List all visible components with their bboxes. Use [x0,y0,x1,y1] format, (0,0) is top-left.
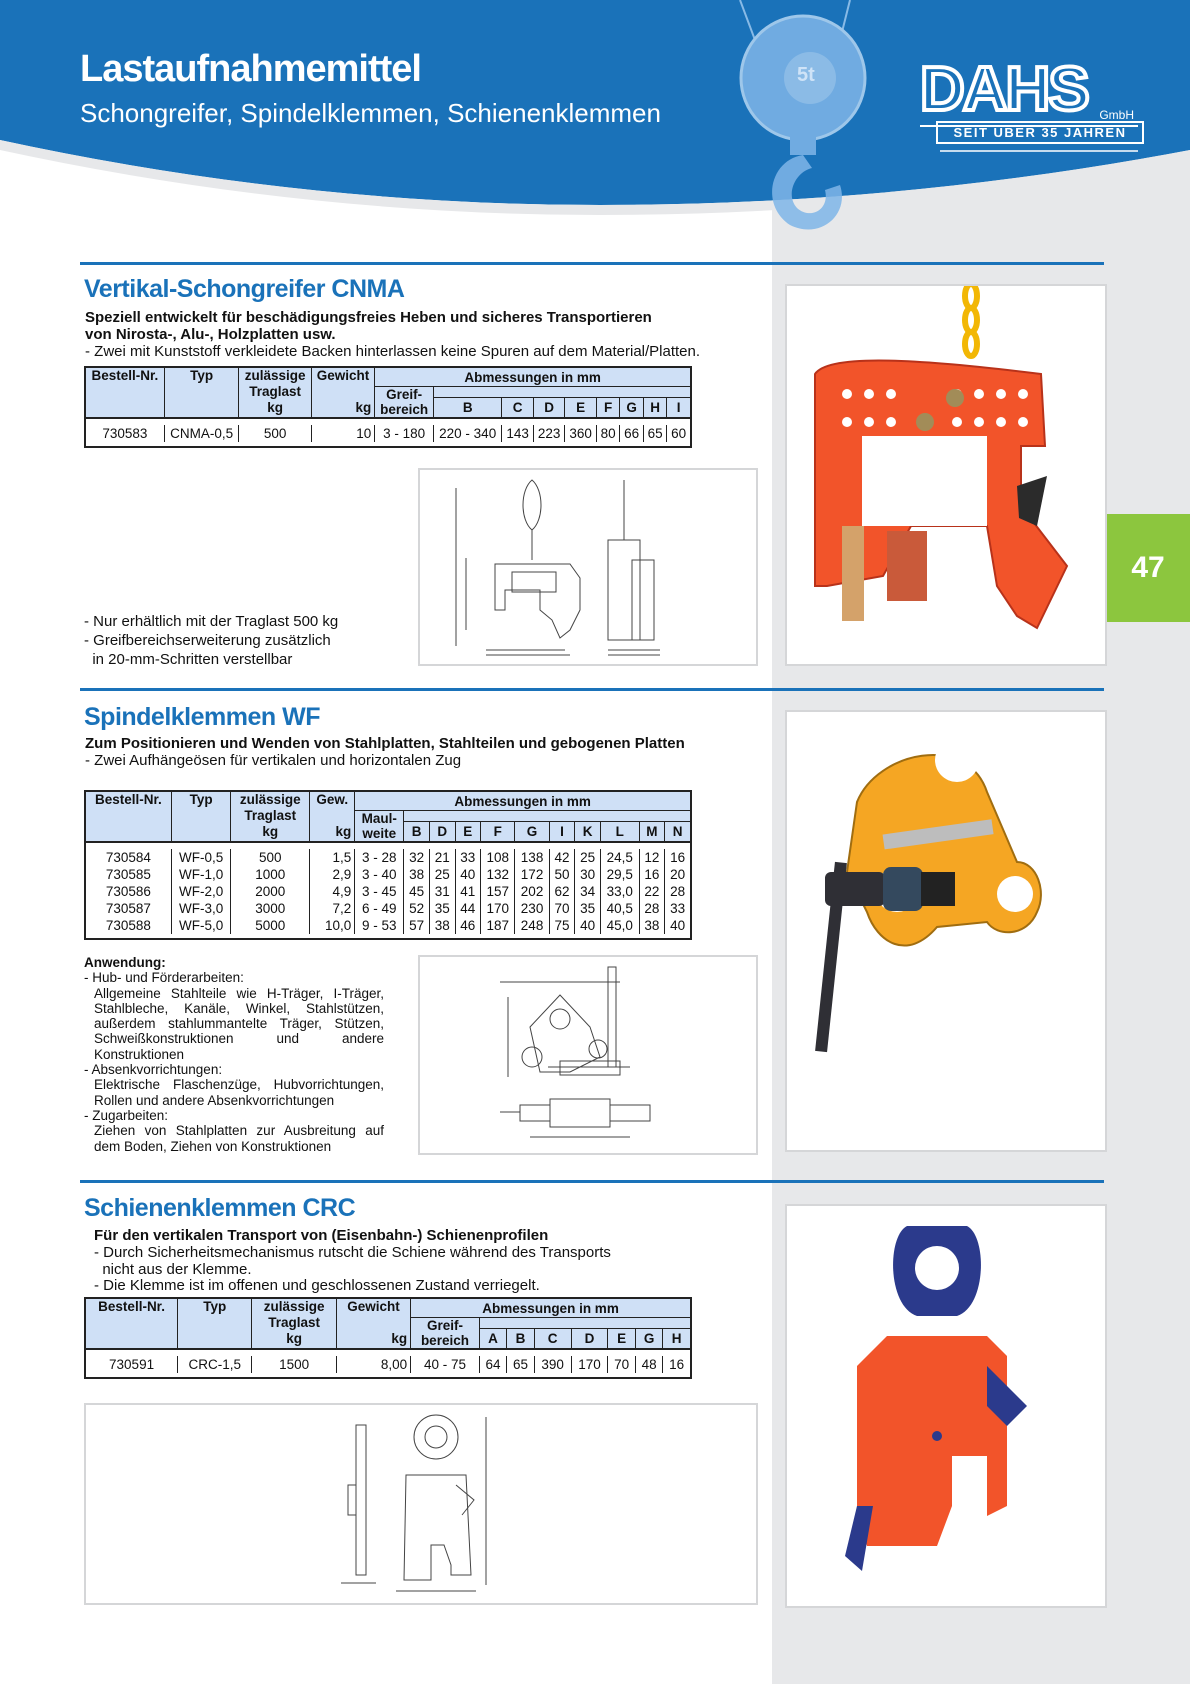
anwendung-text-3: Ziehen von Stahlplatten zur Ausbreitung auf dem Boden, Ziehen von Konstruktionen [94,1123,384,1154]
table-cell: 48 [635,1356,662,1373]
col-dim-a: A [479,1329,506,1350]
table-cell: 64 [479,1356,506,1373]
table-cell: 170 [571,1356,608,1373]
table-cell: 34 [575,883,601,900]
col-dim-g: G [515,822,549,843]
cnma-drawing-svg [420,470,756,664]
table-cell: 35 [575,900,601,917]
table-cell: 8,00 [336,1356,410,1373]
table-cell: 41 [455,883,481,900]
logo-tagline: SEIT ÜBER 35 JAHREN [936,121,1144,144]
table-cell: 7,2 [310,900,355,917]
table-row [85,425,691,442]
logo-company-form: GmbH [1099,108,1134,122]
table-cell: 1000 [231,866,310,883]
col-dim-b: B [507,1329,534,1350]
col-traglast: zulässige Traglast kg [231,791,310,842]
table-cell: 70 [608,1356,635,1373]
col-gewicht: Gew. kg [310,791,355,842]
col-typ: Typ [178,1298,252,1349]
table-cell: 1,5 [310,849,355,866]
col-dim-b: B [434,398,502,419]
table-cell: 12 [639,849,665,866]
table-cell: CRC-1,5 [178,1356,252,1373]
table-cell: 132 [481,866,515,883]
table-cell: 172 [515,866,549,883]
col-dim-e: E [565,398,597,419]
table-cell: 230 [515,900,549,917]
table-cell: 33 [455,849,481,866]
table-cell: 38 [429,917,455,934]
table-cell: 390 [534,1356,571,1373]
table-cell: 28 [639,900,665,917]
col-dim-h: H [643,398,667,419]
anwendung-text-1: Allgemeine Stahlteile wie H-Träger, I-Träger, Stahlbleche, Kanäle, Winkel, Stahlstützen, außerdem stahlummantelte Träger, Stützen, Schweißkonstruktionen und andere Konstruktionen [94,985,384,1062]
hook-capacity-label: 5t [797,64,815,86]
table-cell: 3 - 40 [355,866,404,883]
col-dim-k: K [575,822,601,843]
table-cell: 4,9 [310,883,355,900]
table-cell: 22 [639,883,665,900]
table-cell: 730591 [85,1356,178,1373]
wf-technical-drawing [418,955,758,1155]
table-cell: 28 [665,883,691,900]
table-cell: 35 [429,900,455,917]
table-row [85,866,691,883]
table-cell: 360 [565,425,597,442]
table-cell: 143 [502,425,534,442]
wf-drawing-svg [420,957,756,1153]
table-cell: 157 [481,883,515,900]
crc-product-photo [785,1204,1107,1608]
table-cell: 220 - 340 [434,425,502,442]
cnma-note: - Zwei mit Kunststoff verkleidete Backen hinterlassen keine Spuren auf dem Material/Platten. [85,343,701,360]
cnma-technical-drawing [418,468,758,666]
wf-lead: Zum Positionieren und Wenden von Stahlplatten, Stahlteilen und gebogenen Platten [85,735,685,752]
table-cell: 40 [455,866,481,883]
logo-wordmark: DAHS [920,55,1088,124]
table-cell: 66 [620,425,644,442]
table-cell: 730583 [85,425,164,442]
table-cell: 16 [663,1356,691,1373]
table-cell: 25 [575,849,601,866]
col-greifbereich: Greif- bereich [375,387,434,419]
table-cell: 60 [667,425,691,442]
page-number-tab: 47 [1106,514,1190,622]
table-cell: 38 [404,866,430,883]
col-gewicht: Gewicht kg [311,367,375,418]
table-cell: 1500 [252,1356,337,1373]
table-cell: 3 - 45 [355,883,404,900]
cnma-bullet-3: in 20-mm-Schritten verstellbar [84,651,293,668]
table-cell: 32 [404,849,430,866]
anwendung-heading-1: - Hub- und Förderarbeiten: [84,970,244,986]
table-cell: 80 [596,425,620,442]
page-title: Lastaufnahmemittel [80,48,421,90]
table-row [85,1356,691,1373]
col-greifbereich: Greif- bereich [411,1318,480,1350]
table-cell: 10 [311,425,375,442]
anwendung-heading-3: - Zugarbeiten: [84,1107,169,1123]
col-dim-f: F [481,822,515,843]
table-cell: 6 - 49 [355,900,404,917]
crc-note-2: - Die Klemme ist im offenen und geschlossenen Zustand verriegelt. [94,1277,540,1294]
table-cell: 223 [533,425,565,442]
col-dim-b: B [404,822,430,843]
table-cell: 730588 [85,917,171,934]
table-cell: 3 - 28 [355,849,404,866]
table-cell: 52 [404,900,430,917]
col-maulweite: Maul- weite [355,811,404,843]
table-cell: 2000 [231,883,310,900]
cnma-title: Vertikal-Schongreifer CNMA [84,275,405,303]
table-cell: 44 [455,900,481,917]
table-cell: 25 [429,866,455,883]
table-cell: CNMA-0,5 [164,425,239,442]
anwendung-heading-2: - Absenkvorrichtungen: [84,1062,223,1078]
cnma-spec-table [84,366,692,448]
table-row [85,849,691,866]
wf-spec-table [84,790,692,940]
table-cell: 50 [549,866,575,883]
table-cell: 248 [515,917,549,934]
col-dim-h: H [663,1329,691,1350]
wf-clamp-illustration [787,712,1105,1150]
table-cell: WF-0,5 [171,849,231,866]
table-cell: 70 [549,900,575,917]
crc-spec-table [84,1297,692,1379]
wf-title: Spindelklemmen WF [84,703,320,731]
table-row [85,900,691,917]
page-subtitle: Schongreifer, Spindelklemmen, Schienenklemmen [80,98,661,128]
crc-clamp-illustration [787,1206,1105,1606]
table-cell: 16 [665,849,691,866]
col-dim-c: C [502,398,534,419]
wf-note: - Zwei Aufhängeösen für vertikalen und horizontalen Zug [85,752,462,769]
col-dim-c: C [534,1329,571,1350]
col-dim-g: G [635,1329,662,1350]
col-dim-i: I [549,822,575,843]
table-cell: WF-1,0 [171,866,231,883]
table-cell: 33,0 [600,883,639,900]
table-cell: 108 [481,849,515,866]
table-cell: 16 [639,866,665,883]
table-cell: 42 [549,849,575,866]
table-cell: 2,9 [310,866,355,883]
table-cell: 65 [643,425,667,442]
table-cell: 9 - 53 [355,917,404,934]
cnma-clamp-illustration [787,286,1105,664]
col-typ: Typ [164,367,239,418]
table-cell: 500 [231,849,310,866]
section-divider [80,262,1104,265]
col-dim-f: F [596,398,620,419]
table-cell: 40 - 75 [411,1356,480,1373]
table-cell: 21 [429,849,455,866]
wf-product-photo [785,710,1107,1152]
col-bestell: Bestell-Nr. [85,1298,178,1349]
table-cell: 40 [665,917,691,934]
table-cell: 62 [549,883,575,900]
col-dim-e: E [455,822,481,843]
table-cell: 31 [429,883,455,900]
table-cell: 170 [481,900,515,917]
table-cell: 40 [575,917,601,934]
col-dim-n: N [665,822,691,843]
table-cell: 5000 [231,917,310,934]
wf-anwendung [84,955,384,1154]
table-row [85,883,691,900]
col-dim-g: G [620,398,644,419]
col-traglast: zulässige Traglast kg [252,1298,337,1349]
cnma-lead-2: von Nirosta-, Alu-, Holzplatten usw. [85,326,336,343]
cnma-bullet-2: - Greifbereichserweiterung zusätzlich [84,632,331,649]
table-cell: 65 [507,1356,534,1373]
company-logo [920,50,1142,160]
section-divider [80,688,1104,691]
col-bestell: Bestell-Nr. [85,367,164,418]
cnma-product-photo [785,284,1107,666]
table-cell: 38 [639,917,665,934]
col-dim-l: L [600,822,639,843]
table-cell: 187 [481,917,515,934]
crc-note-1b: nicht aus der Klemme. [94,1261,252,1278]
crc-title: Schienenklemmen CRC [84,1194,356,1222]
table-cell: 730587 [85,900,171,917]
col-dim-d: D [571,1329,608,1350]
crc-table-body [85,1349,691,1378]
col-dim-m: M [639,822,665,843]
cnma-lead-1: Speziell entwickelt für beschädigungsfreies Heben und sicheres Transportieren [85,309,652,326]
table-cell: 730584 [85,849,171,866]
table-cell: 75 [549,917,575,934]
table-cell: 24,5 [600,849,639,866]
col-abmessungen: Abmessungen in mm [375,367,691,387]
table-cell: 46 [455,917,481,934]
table-row [85,917,691,934]
crc-technical-drawing [84,1403,758,1605]
table-cell: 3000 [231,900,310,917]
table-cell: 30 [575,866,601,883]
table-cell: WF-3,0 [171,900,231,917]
col-bestell: Bestell-Nr. [85,791,171,842]
crc-drawing-svg [86,1405,756,1603]
table-cell: 10,0 [310,917,355,934]
table-cell: 40,5 [600,900,639,917]
table-cell: 202 [515,883,549,900]
table-cell: 20 [665,866,691,883]
table-cell: 29,5 [600,866,639,883]
table-cell: WF-5,0 [171,917,231,934]
table-cell: 45 [404,883,430,900]
table-cell: 57 [404,917,430,934]
table-cell: 730585 [85,866,171,883]
col-gewicht: Gewicht kg [336,1298,410,1349]
table-cell: 730586 [85,883,171,900]
col-traglast: zulässige Traglast kg [239,367,311,418]
col-dim-e: E [608,1329,635,1350]
table-cell: 500 [239,425,311,442]
anwendung-title: Anwendung: [84,955,166,970]
cnma-bullet-1: - Nur erhältlich mit der Traglast 500 kg [84,613,339,630]
section-divider [80,1180,1104,1183]
col-dim-i: I [667,398,691,419]
wf-table-body [85,842,691,939]
table-cell: 45,0 [600,917,639,934]
col-dim-d: D [429,822,455,843]
table-cell: WF-2,0 [171,883,231,900]
crc-note-1: - Durch Sicherheitsmechanismus rutscht die Schiene während des Transports [94,1244,611,1261]
col-abmessungen: Abmessungen in mm [411,1298,691,1318]
crc-lead: Für den vertikalen Transport von (Eisenbahn-) Schienenprofilen [94,1227,549,1244]
anwendung-text-2: Elektrische Flaschenzüge, Hubvorrichtungen, Rollen und andere Absenkvorrichtungen [94,1077,384,1108]
table-cell: 3 - 180 [375,425,434,442]
cnma-table-body [85,418,691,447]
table-cell: 138 [515,849,549,866]
col-typ: Typ [171,791,231,842]
col-abmessungen: Abmessungen in mm [355,791,691,811]
table-cell: 33 [665,900,691,917]
col-dim-d: D [533,398,565,419]
